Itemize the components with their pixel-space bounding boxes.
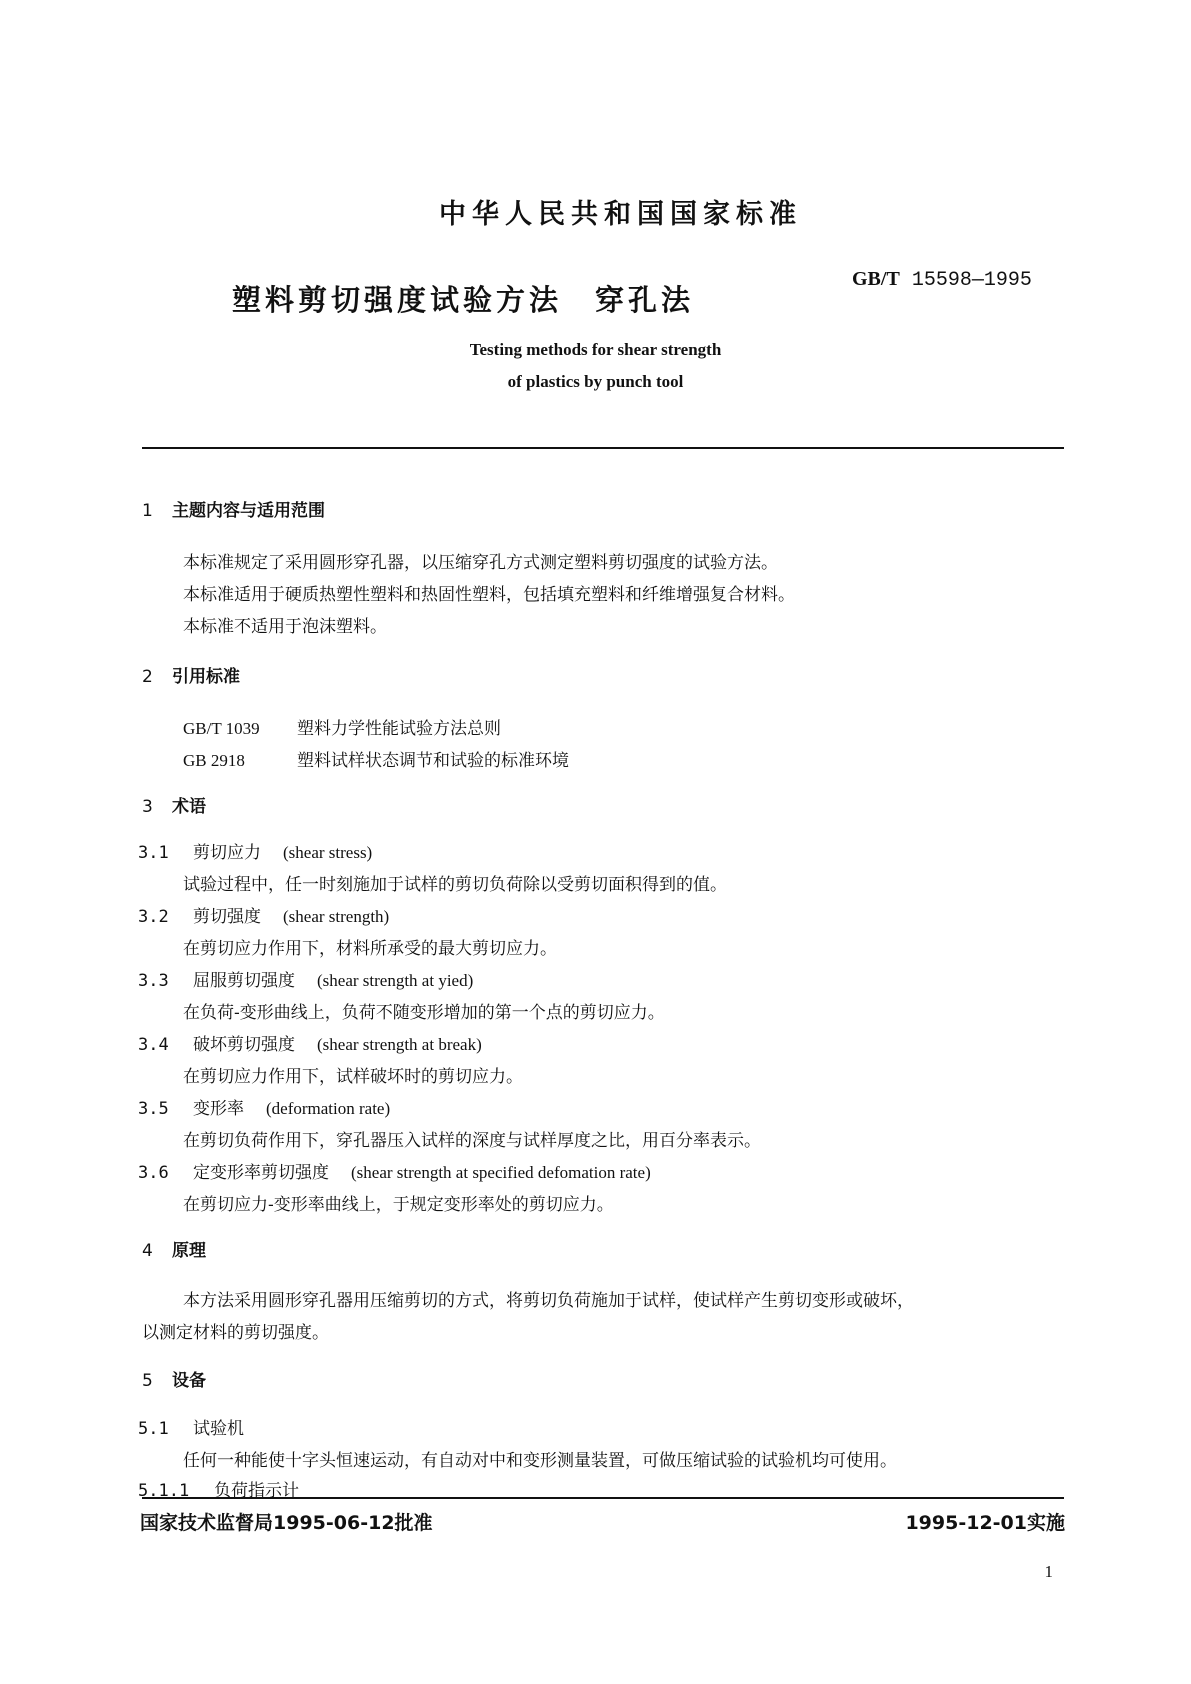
standard-code: 15598—1995 [911,269,1032,292]
term-en: (shear strength) [283,907,390,926]
section-title: 引用标准 [172,667,240,687]
section-2-heading [142,662,240,687]
reference-code: GB/T 1039 [183,719,260,738]
section-1-heading [142,496,325,521]
section-1-para-2: 本标准适用于硬质热塑性塑料和热固性塑料，包括填充塑料和纤维增强复合材料。 [183,585,795,605]
section-5-heading [142,1366,206,1391]
subsection-number: 5.1.1 [138,1481,190,1501]
document-title: 塑料剪切强度试验方法 穿孔法 [232,283,695,317]
page-number: 1 [1044,1562,1053,1581]
term-en: (shear strength at yied) [317,971,474,990]
section-title: 设备 [172,1371,206,1391]
section-number: 5 [142,1371,153,1391]
section-4-heading [142,1236,206,1261]
subsection-5-1-para: 任何一种能使十字头恒速运动，有自动对中和变形测量装置，可做压缩试验的试验机均可使用。 [183,1451,897,1471]
section-title: 主题内容与适用范围 [172,501,325,521]
term-en: (deformation rate) [266,1099,391,1118]
reference-title: 塑料试样状态调节和试验的标准环境 [297,751,569,771]
term-number: 3.2 [138,907,169,927]
term-3-1-definition: 试验过程中，任一时刻施加于试样的剪切负荷除以受剪切面积得到的值。 [183,875,727,895]
effective-date: 1995-12-01实施 [905,1512,1065,1534]
section-title: 术语 [172,797,206,817]
reference-title: 塑料力学性能试验方法总则 [297,719,501,739]
section-number: 4 [142,1241,153,1261]
term-3-6-definition: 在剪切应力-变形率曲线上，于规定变形率处的剪切应力。 [183,1195,614,1215]
term-number: 3.4 [138,1035,169,1055]
subsection-title: 负荷指示计 [214,1481,299,1501]
section-4-para-line1: 本方法采用圆形穿孔器用压缩剪切的方式，将剪切负荷施加于试样，使试样产生剪切变形或破坏， [183,1291,914,1311]
section-title: 原理 [172,1241,206,1261]
reference-item [183,714,501,739]
term-zh: 定变形率剪切强度 [193,1163,329,1183]
term-3-2-definition: 在剪切应力作用下，材料所承受的最大剪切应力。 [183,939,557,959]
term-number: 3.3 [138,971,169,991]
term-number: 3.5 [138,1099,169,1119]
term-3-3-definition: 在负荷-变形曲线上，负荷不随变形增加的第一个点的剪切应力。 [183,1003,665,1023]
footer-divider [142,1497,1064,1499]
section-number: 1 [142,501,153,521]
reference-code: GB 2918 [183,751,245,770]
english-title-line1: Testing methods for shear strength [469,340,722,359]
english-title-line2: of plastics by punch tool [507,372,684,391]
term-en: (shear strength at specified defomation rate) [351,1163,651,1182]
term-zh: 屈服剪切强度 [193,971,295,991]
term-3-5-definition: 在剪切负荷作用下，穿孔器压入试样的深度与试样厚度之比，用百分率表示。 [183,1131,761,1151]
term-zh: 剪切强度 [193,907,261,927]
term-3-6 [138,1158,651,1183]
term-3-4-definition: 在剪切应力作用下，试样破坏时的剪切应力。 [183,1067,523,1087]
subsection-title: 试验机 [193,1419,244,1439]
subsection-5-1 [138,1414,244,1439]
section-number: 2 [142,667,153,687]
term-zh: 变形率 [193,1099,244,1119]
term-3-4 [138,1030,482,1055]
standard-prefix: GB/T [852,268,900,290]
standard-number [852,268,1032,292]
term-zh: 破坏剪切强度 [193,1035,295,1055]
term-3-2 [138,902,389,927]
term-3-3 [138,966,473,991]
reference-item [183,746,569,771]
national-standard-title: 中华人民共和国国家标准 [439,199,802,230]
term-number: 3.1 [138,843,169,863]
term-3-1 [138,838,372,863]
section-3-heading [142,792,206,817]
subsection-number: 5.1 [138,1419,169,1439]
term-zh: 剪切应力 [193,843,261,863]
section-1-para-1: 本标准规定了采用圆形穿孔器，以压缩穿孔方式测定塑料剪切强度的试验方法。 [183,553,778,573]
term-3-5 [138,1094,390,1119]
header-divider [142,447,1064,449]
section-number: 3 [142,797,153,817]
term-en: (shear strength at break) [317,1035,482,1054]
approval-line: 国家技术监督局1995-06-12批准 [140,1512,433,1534]
section-4-para-line2: 以测定材料的剪切强度。 [142,1323,329,1343]
term-number: 3.6 [138,1163,169,1183]
term-en: (shear stress) [283,843,373,862]
section-1-para-3: 本标准不适用于泡沫塑料。 [183,617,387,637]
